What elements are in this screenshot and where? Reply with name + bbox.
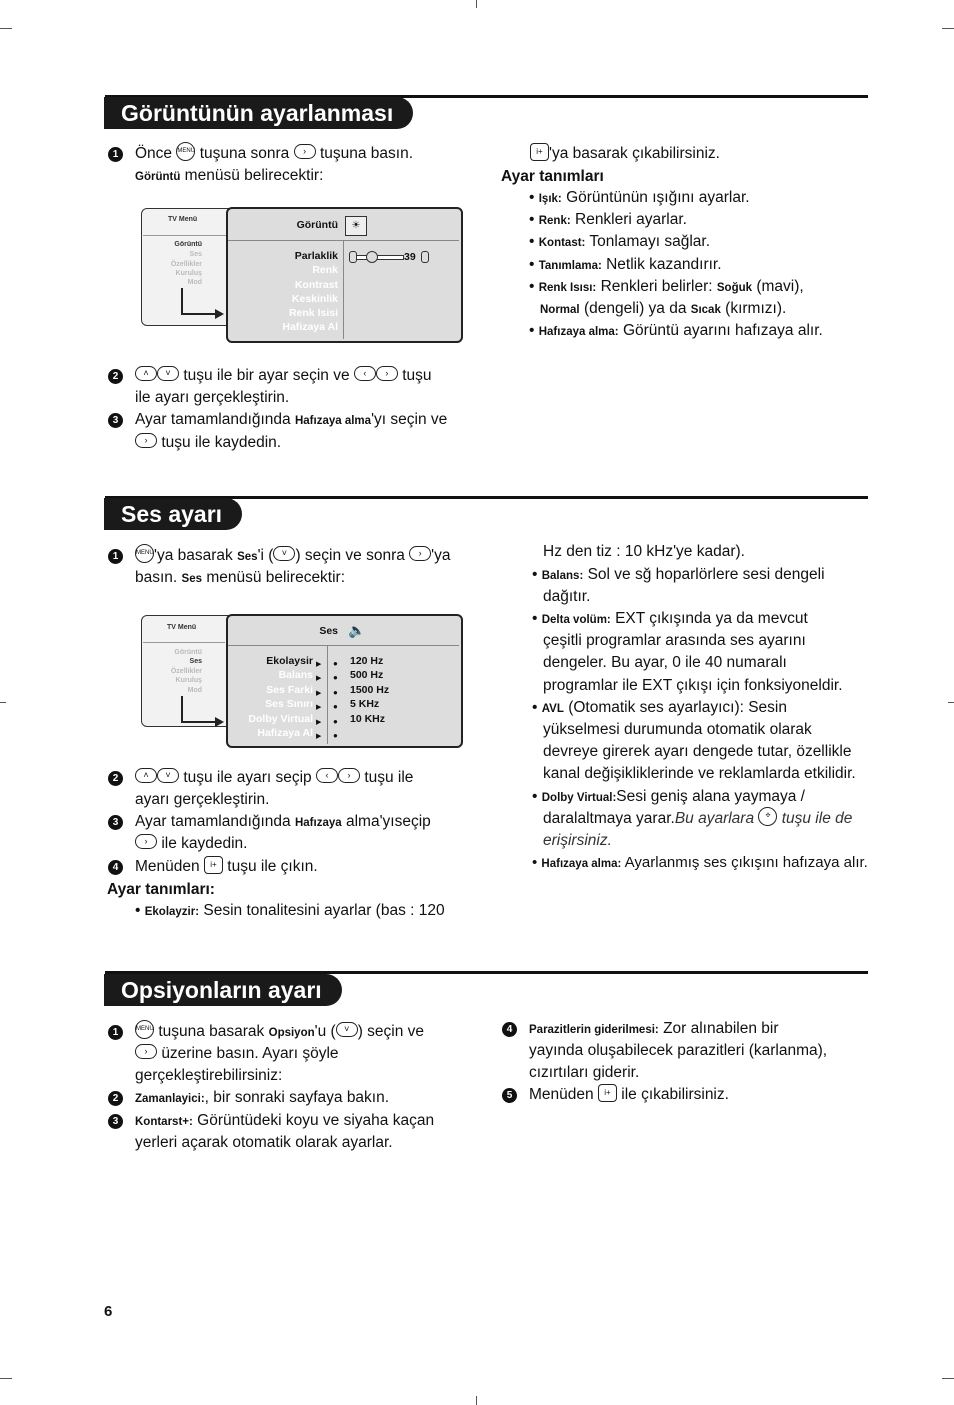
sound-menu-item: Dolby Virtual — [248, 713, 313, 725]
def-item-cont: Hz den tiz : 10 kHz'ye kadar). — [543, 543, 745, 560]
submenu-arrows: ▶ ▶ ▶ ▶ ▶ ▶ — [316, 661, 322, 741]
def-item: • Tanımlama: Netlik kazandırır. — [529, 256, 722, 273]
picture-menu-item: Keskinlik — [291, 293, 338, 305]
tv-menu-item: Kuruluş — [175, 677, 202, 684]
step-number-3: 3 — [108, 1114, 123, 1129]
crop-mark — [476, 1396, 477, 1405]
brightness-slider — [356, 255, 404, 260]
sound-menu-header: Ses — [319, 625, 338, 637]
sound-step3-line1: Ayar tamamlandığında Hafızaya alma'yıseçip — [135, 813, 431, 830]
pointer-arrow-icon — [215, 717, 224, 727]
def-item: • Kontast: Tonlamayı sağlar. — [529, 233, 711, 250]
right-arrow-icon: › — [135, 834, 157, 849]
step-number-2: 2 — [108, 771, 123, 786]
options-step5: Menüden i+ ile çıkabilirsiniz. — [529, 1084, 729, 1106]
tv-menu-item: Görüntü — [174, 241, 202, 248]
tv-menu-item: Mod — [187, 687, 202, 694]
options-step4-line2: yayında oluşabilecek parazitleri (karlanma), — [529, 1042, 828, 1059]
def-item: • Renk: Renkleri ayarlar. — [529, 211, 687, 228]
def-item: • Delta volüm: EXT çıkışında ya da mevcut — [532, 610, 808, 627]
def-item-cont: erişirsiniz. — [543, 832, 612, 849]
picture-step2-line2: ile ayarı gerçekleştirin. — [135, 389, 290, 406]
step-number-1: 1 — [108, 147, 123, 162]
eq-value: 120 Hz — [350, 655, 384, 667]
step-number-2: 2 — [108, 1091, 123, 1106]
def-item: • Hafızaya alma: Görüntü ayarını hafızaya alır. — [529, 322, 823, 339]
def-item: • AVL (Otomatik ses ayarlayıcı): Sesin — [532, 699, 787, 716]
pointer-line — [181, 288, 183, 314]
options-step1-line3: gerçekleştirebilirsiniz: — [135, 1067, 283, 1084]
sound-menu-item: Ses Farki — [266, 684, 313, 696]
picture-step3-line2: › tuşu ile kaydedin. — [135, 432, 281, 454]
def-item: • Renk Isısı: Renkleri belirler: Soğuk (mavi), — [529, 278, 804, 295]
def-item-cont: çeşitli programlar arasında ses ayarını — [543, 632, 806, 649]
section-title-picture: Görüntünün ayarlanması — [104, 97, 413, 129]
sound-menu-item: Balans — [278, 669, 313, 681]
options-step3-line1: Kontarst+: Görüntüdeki koyu ve siyaha kaçan — [135, 1112, 435, 1129]
tv-menu-item: Görüntü — [174, 649, 202, 656]
picture-menu-item: Kontrast — [294, 279, 338, 291]
options-step3-line2: yerleri açarak otomatik olarak ayarlar. — [135, 1134, 393, 1151]
tv-menu-item: Özellikler — [170, 261, 202, 268]
slider-knob — [366, 251, 378, 263]
options-step1-line1: MENU tuşuna basarak Opsiyon'u ( ˅ ) seçin ve — [135, 1021, 424, 1044]
menu-divider — [327, 646, 328, 744]
crop-mark — [0, 702, 6, 703]
def-item: • Ekolayzir: Sesin tonalitesini ayarlar (bas : 120 — [135, 902, 445, 919]
up-arrow-icon: ˄ — [135, 768, 157, 783]
picture-menu-header: Görüntü — [296, 219, 338, 231]
picture-step2-line1: ˄ ˅ tuşu ile bir ayar seçin ve ‹ › tuşu — [135, 365, 432, 387]
crop-mark — [942, 1378, 954, 1379]
pointer-line — [181, 696, 183, 722]
page-number: 6 — [104, 1303, 113, 1320]
section-title-options: Opsiyonların ayarı — [104, 974, 342, 1006]
right-arrow-icon: › — [376, 366, 398, 381]
crop-mark — [0, 1378, 12, 1379]
step-number-2: 2 — [108, 369, 123, 384]
def-item: • Hafızaya alma: Ayarlanmış ses çıkışını hafızaya alır. — [532, 854, 868, 871]
right-arrow-icon: › — [409, 546, 431, 561]
def-item: • Dolby Virtual:Sesi geniş alana yaymaya / — [532, 788, 805, 805]
picture-menu-item: Parlaklik — [294, 250, 338, 262]
menu-divider — [228, 645, 459, 646]
step-number-3: 3 — [108, 413, 123, 428]
eq-value: 500 Hz — [350, 669, 384, 681]
right-arrow-icon: › — [338, 768, 360, 783]
sound-step2-line1: ˄ ˅ tuşu ile ayarı seçip ‹ › tuşu ile — [135, 767, 413, 789]
def-item-cont: devreye girerek ayarı dengede tutar, özellikle — [543, 743, 852, 760]
eq-value: 1500 Hz — [350, 684, 390, 696]
def-item-cont: daralaltmaya yarar.Bu ayarlara ✣ tuşu ile de — [543, 808, 852, 830]
eq-value: 5 KHz — [350, 698, 380, 710]
def-item: • Işık: Görüntünün ışığını ayarlar. — [529, 189, 750, 206]
def-item-cont: programlar ile EXT çıkışı için fonksiyoneldir. — [543, 677, 843, 694]
down-arrow-icon: ˅ — [157, 768, 179, 783]
picture-defs-title: Ayar tanımları — [501, 168, 604, 185]
left-arrow-icon: ‹ — [316, 768, 338, 783]
tv-menu-item: Kuruluş — [175, 270, 202, 277]
left-arrow-icon: ‹ — [354, 366, 376, 381]
step-number-1: 1 — [108, 549, 123, 564]
menu-divider — [343, 241, 344, 339]
picture-exit-line: i+ 'ya basarak çıkabilirsiniz. — [530, 143, 720, 165]
picture-menu-item: Hafizaya Al — [282, 321, 338, 333]
def-item-cont: yükselmesi durumunda otomatik olarak — [543, 721, 812, 738]
def-item-cont: dengeler. Bu ayar, 0 ile 40 numaralı — [543, 654, 787, 671]
picture-step1-line1: Önce MENU tuşuna sonra › tuşuna basın. — [135, 143, 413, 165]
down-arrow-icon: ˅ — [336, 1022, 358, 1037]
crop-mark — [476, 0, 477, 8]
right-arrow-icon: › — [135, 433, 157, 448]
value-bullets: ● ● ● ● ● ● — [333, 659, 338, 741]
tv-menu-label: TV Menü — [167, 624, 197, 631]
sound-step1-line2: basın. Ses menüsü belirecektir: — [135, 569, 346, 586]
tv-menu-label: TV Menü — [168, 216, 198, 223]
sound-step2-line2: ayarı gerçekleştirin. — [135, 791, 270, 808]
exit-icon: i+ — [204, 856, 223, 874]
tv-menu-item: Ses — [189, 251, 202, 258]
step-number-4: 4 — [502, 1022, 517, 1037]
dolby-button-icon: ✣ — [758, 807, 777, 826]
picture-step3-line1: Ayar tamamlandığında Hafızaya alma'yı seçin ve — [135, 411, 448, 428]
pointer-line — [181, 721, 217, 723]
def-item-cont: dağıtır. — [543, 588, 591, 605]
brightness-value: 39 — [404, 251, 416, 263]
picture-menu-item: Renk — [312, 264, 338, 276]
step-number-5: 5 — [502, 1088, 517, 1103]
speaker-icon: 🔈 — [348, 622, 366, 638]
right-arrow-icon: › — [294, 144, 316, 159]
def-item-cont: Normal (dengeli) ya da Sıcak (kırmızı). — [540, 300, 787, 317]
picture-icon: ☀ — [345, 216, 367, 236]
crop-mark — [942, 28, 954, 29]
sound-step1-line1: MENU'ya basarak Ses'i ( ˅ ) seçin ve sonra › 'ya — [135, 545, 451, 568]
section-title-sound: Ses ayarı — [104, 498, 242, 530]
tv-menu-item: Özellikler — [170, 668, 202, 675]
down-arrow-icon: ˅ — [157, 366, 179, 381]
sound-menu-item: Ses Sınırı — [265, 698, 313, 710]
menu-divider — [143, 642, 225, 643]
sound-step4: Menüden i+ tuşu ile çıkın. — [135, 856, 318, 878]
sound-defs-title: Ayar tanımları: — [107, 881, 215, 898]
def-item: • Balans: Sol ve sğ hoparlörlere sesi dengeli — [532, 566, 825, 583]
tv-menu-item: Ses — [189, 658, 202, 665]
up-arrow-icon: ˄ — [135, 366, 157, 381]
exit-icon: i+ — [530, 143, 549, 161]
exit-icon: i+ — [598, 1084, 617, 1102]
sound-menu-item: Ekolaysir — [266, 655, 313, 667]
right-arrow-icon: › — [135, 1044, 157, 1059]
slider-right-icon — [421, 251, 429, 263]
pointer-arrow-icon — [215, 309, 224, 319]
step-number-3: 3 — [108, 815, 123, 830]
step-number-1: 1 — [108, 1025, 123, 1040]
tv-menu-item: Mod — [187, 279, 202, 286]
crop-mark — [0, 28, 12, 29]
options-step4-line3: cızırtıları giderir. — [529, 1064, 640, 1081]
def-item-cont: kanal değişikliklerinde ve reklamlarda etkilidir. — [543, 765, 856, 782]
options-step2: Zamanlayici:, bir sonraki sayfaya bakın. — [135, 1089, 390, 1106]
menu-icon: MENU — [135, 544, 154, 563]
sound-step3-line2: › ile kaydedin. — [135, 833, 247, 855]
step-number-4: 4 — [108, 860, 123, 875]
menu-icon: MENU — [135, 1020, 154, 1039]
options-step1-line2: › üzerine basın. Ayarı şöyle — [135, 1043, 339, 1065]
pointer-line — [181, 313, 217, 315]
sound-menu-item: Hafizaya Al — [257, 727, 313, 739]
eq-value: 10 KHz — [350, 713, 386, 725]
picture-menu-item: Renk Isisi — [288, 307, 338, 319]
options-step4-line1: Parazitlerin giderilmesi: Zor alınabilen bir — [529, 1020, 779, 1037]
picture-step1-line2: Görüntü menüsü belirecektir: — [135, 167, 324, 184]
down-arrow-icon: ˅ — [273, 546, 295, 561]
crop-mark — [948, 702, 954, 703]
menu-icon: MENU — [176, 142, 195, 161]
